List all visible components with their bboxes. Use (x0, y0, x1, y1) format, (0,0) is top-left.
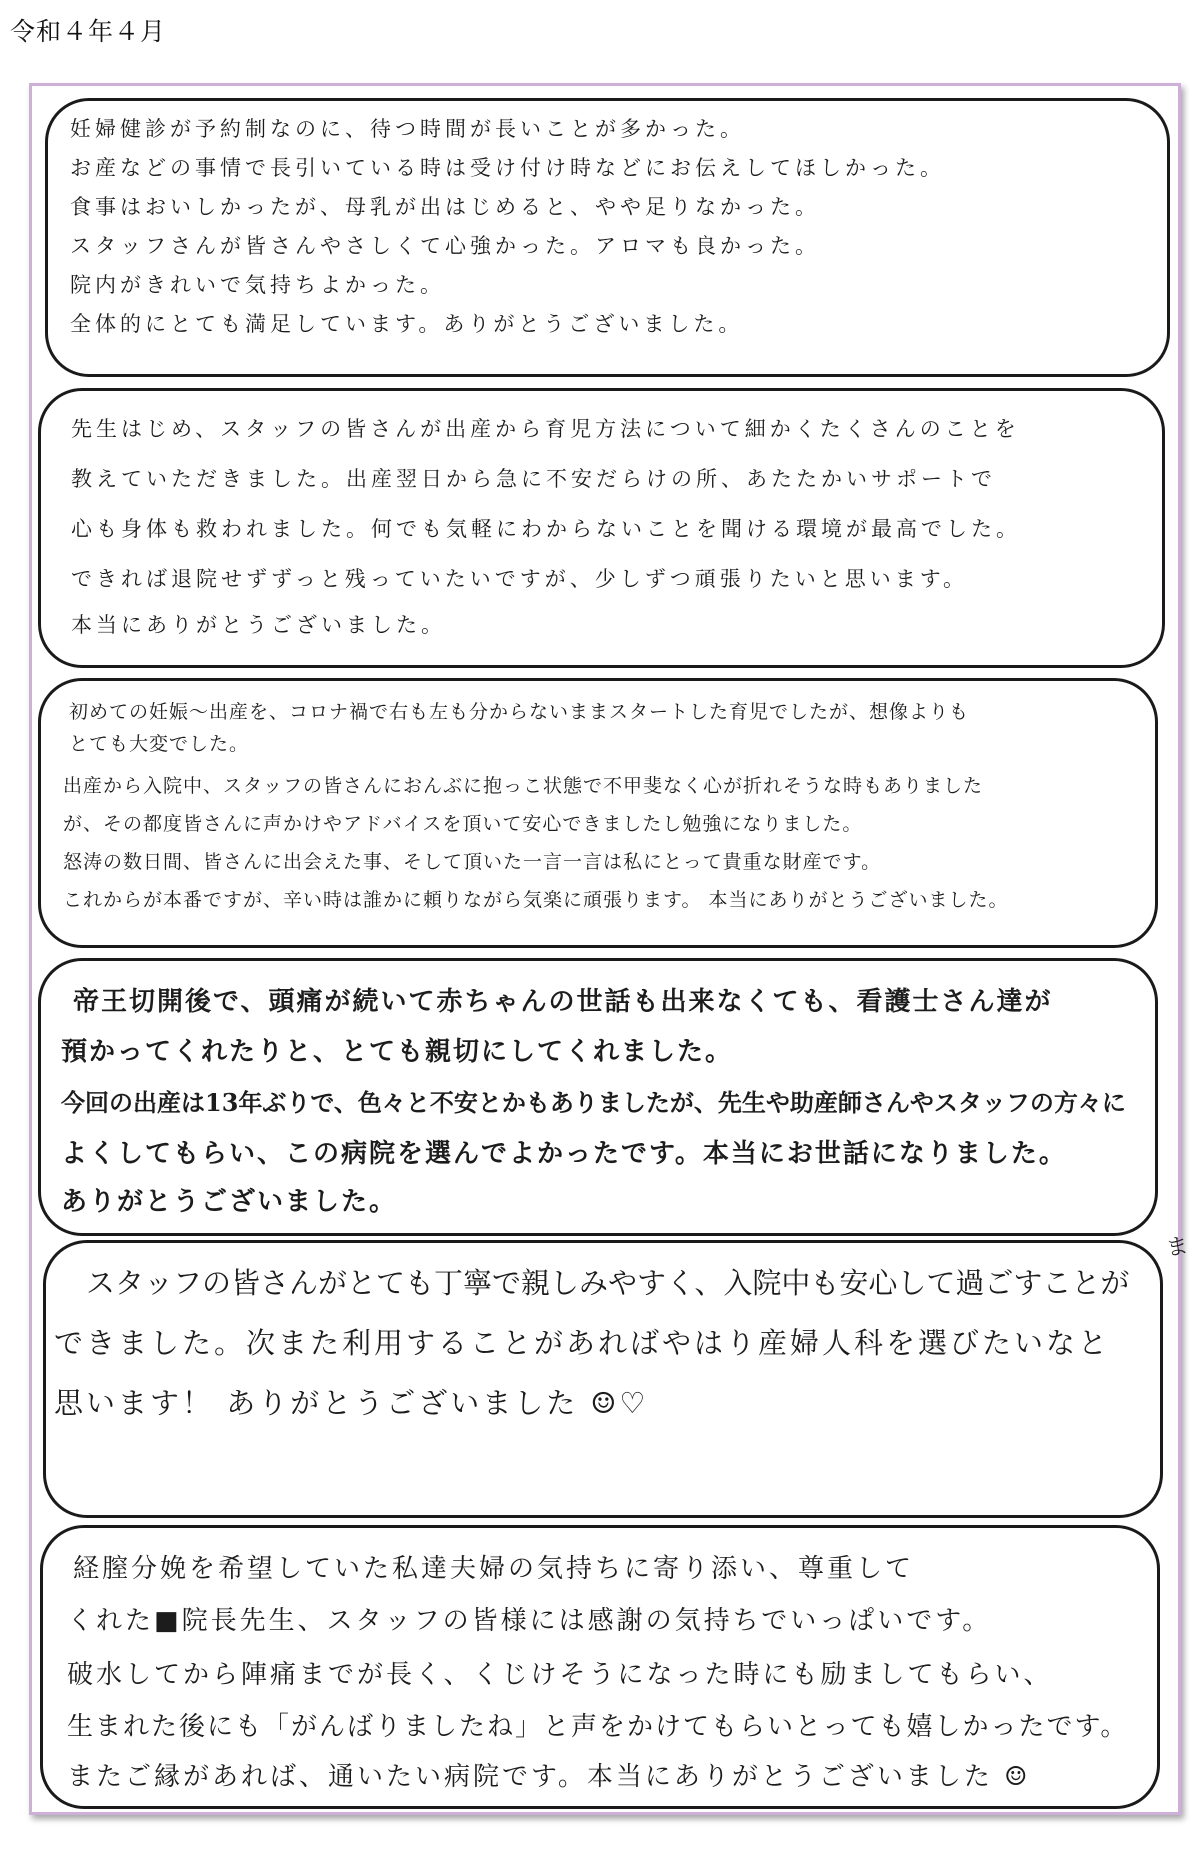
comment-line: 預かってくれたりと、とても親切にしてくれました。 (61, 1037, 734, 1067)
comment-line: 食事はおいしかったが、母乳が出はじめると、やや足りなかった。 (70, 195, 820, 219)
comment-card-4 (38, 958, 1158, 1236)
comment-line: 院内がきれいで気持ちよかった。 (70, 273, 445, 297)
comment-card-5 (43, 1240, 1163, 1518)
comment-line: できれば退院せずずっと残っていたいですが、少しずつ頑張りたいと思います。 (71, 567, 969, 591)
comment-line: 怒涛の数日間、皆さんに出会えた事、そして頂いた一言一言は私にとって貴重な財産です。 (63, 851, 882, 873)
comment-line: スタッフさんが皆さんやさしくて心強かった。アロマも良かった。 (70, 234, 820, 258)
page-date: 令和４年４月 (10, 17, 167, 46)
margin-mark: ま (1164, 1233, 1190, 1262)
comment-card-1 (45, 98, 1170, 377)
comment-card-6 (40, 1525, 1160, 1809)
comment-line: 帝王切開後で、頭痛が続いて赤ちゃんの世話も出来なくても、看護士さん達が (73, 987, 1053, 1017)
comment-line: 思います！ ありがとうございました ☺♡ (54, 1386, 649, 1420)
comment-line: お産などの事情で長引いている時は受け付け時などにお伝えしてほしかった。 (70, 156, 945, 180)
comment-line: 経膣分娩を希望していた私達夫婦の気持ちに寄り添い、尊重して (73, 1554, 915, 1584)
comment-line: 全体的にとても満足しています。ありがとうございました。 (70, 312, 744, 336)
comment-line: 教えていただきました。出産翌日から急に不安だらけの所、あたたかいサポートで (71, 467, 996, 491)
comment-line: くれた■院長先生、スタッフの皆様には感謝の気持ちでいっぱいです。 (67, 1606, 992, 1636)
comment-card-2 (38, 388, 1165, 668)
comment-line: よくしてもらい、この病院を選んでよかったです。本当にお世話になりました。 (61, 1139, 1067, 1169)
comment-card-3 (38, 678, 1158, 948)
comment-line: 生まれた後にも「がんばりましたね」と声をかけてもらいとっても嬉しかったです。 (67, 1712, 1129, 1742)
comment-line: 本当にありがとうございました。 (71, 613, 446, 637)
comment-line: 妊婦健診が予約制なのに、待つ時間が長いことが多かった。 (70, 117, 745, 141)
comment-line: これからが本番ですが、辛い時は誰かに頼りながら気楽に頑張ります。 本当にありがとうございました。 (63, 889, 1009, 911)
comment-line: 初めての妊娠～出産を、コロナ禍で右も左も分からないままスタートした育児でしたが、想像よりも (69, 701, 970, 723)
comment-line: 心も身体も救われました。何でも気軽にわからないことを聞ける環境が最高でした。 (71, 517, 1021, 541)
comment-line: スタッフの皆さんがとても丁寧で親しみやすく、入院中も安心して過ごすことが (86, 1266, 1130, 1300)
comment-line: とても大変でした。 (69, 733, 250, 755)
comment-line: が、その都度皆さんに声かけやアドバイスを頂いて安心できましたし勉強になりました。 (63, 813, 863, 835)
comment-line: またご縁があれば、通いたい病院です。本当にありがとうございました ☺ (67, 1762, 1031, 1792)
comment-line: 先生はじめ、スタッフの皆さんが出産から育児方法について細かくたくさんのことを (71, 417, 1020, 441)
comment-line: ありがとうございました。 (61, 1187, 398, 1217)
comment-line: 破水してから陣痛までが長く、くじけそうになった時にも励ましてもらい、 (67, 1660, 1053, 1690)
comment-line: できました。次また利用することがあればやはり産婦人科を選びたいなと (54, 1326, 1111, 1360)
comment-line: 出産から入院中、スタッフの皆さんにおんぶに抱っこ状態で不甲斐なく心が折れそうな時もありました (63, 775, 984, 797)
comment-line: 今回の出産は13年ぶりで、色々と不安とかもありましたが、先生や助産師さんやスタッフの方々に (61, 1088, 1126, 1117)
